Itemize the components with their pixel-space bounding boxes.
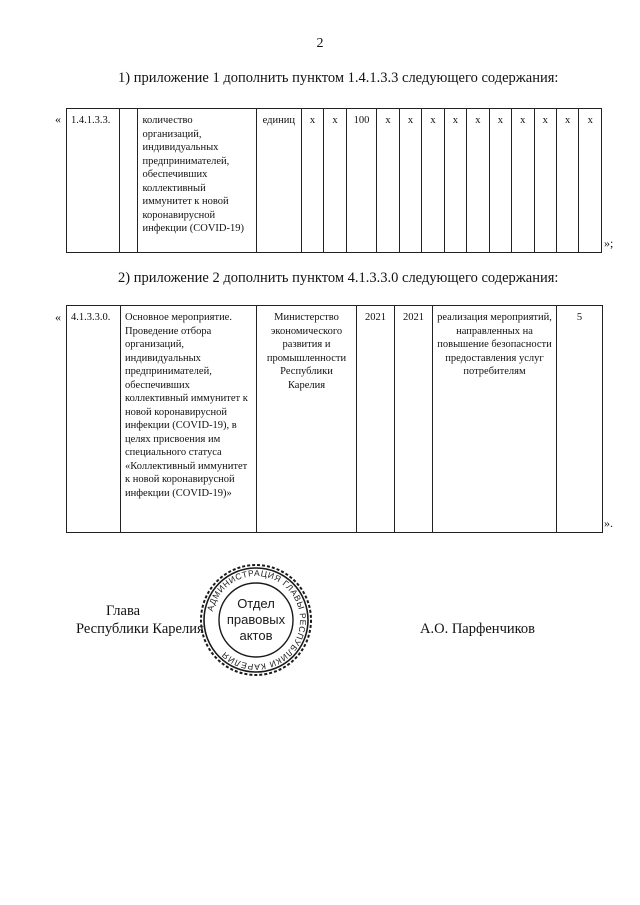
end-year-cell: 2021 — [395, 306, 433, 533]
executor-cell: Министерство экономического развития и промышленности Республики Карелия — [257, 306, 357, 533]
code-cell: 1.4.1.3.3. — [67, 109, 120, 253]
item1-heading: 1) приложение 1 дополнить пунктом 1.4.1.3.3 следующего содержания: — [118, 70, 559, 86]
table1-open-quote: « — [55, 112, 61, 126]
code-cell: 4.1.3.3.0. — [67, 306, 121, 533]
indicator-cell: 5 — [557, 306, 603, 533]
result-cell: реализация мероприятий, направленных на повышение безопасности предоставления услуг потребителям — [433, 306, 557, 533]
value-cell: х — [399, 109, 421, 253]
value-cell: х — [467, 109, 489, 253]
item2-heading: 2) приложение 2 дополнить пунктом 4.1.3.3.0 следующего содержания: — [118, 270, 559, 286]
value-cell: х — [579, 109, 602, 253]
table2 — [66, 305, 603, 533]
value-cell: х — [301, 109, 323, 253]
value-cell: 100 — [346, 109, 377, 253]
value-cell: х — [512, 109, 534, 253]
table2-open-quote: « — [55, 310, 61, 324]
seal-center-line3: актов — [239, 628, 273, 643]
start-year-cell: 2021 — [357, 306, 395, 533]
activity-cell: Основное мероприятие. Проведение отбора организаций, индивидуальных предпринимателей, обеспечивших коллективный иммунитет к новой коронавирусной инфекции (COVID-19), в целях присвоения им специального статуса «Коллективный иммунитет к новой коронавирусной инфекции (COVID-19)» — [121, 306, 257, 533]
value-cell: х — [422, 109, 444, 253]
page-number: 2 — [316, 36, 324, 51]
blank-cell — [120, 109, 138, 253]
seal-ring-text: АДМИНИСТРАЦИЯ ГЛАВЫ РЕСПУБЛИКИ КАРЕЛИЯ — [204, 567, 309, 673]
seal-center-line1: Отдел — [237, 596, 275, 611]
table-row — [67, 306, 603, 533]
signer-title-line1: Глава — [106, 603, 141, 619]
value-cell: х — [489, 109, 511, 253]
signer-title-line2: Республики Карелия — [76, 621, 204, 637]
value-cell: х — [444, 109, 466, 253]
table1 — [66, 108, 602, 253]
table1-close-quote: »; — [604, 236, 614, 250]
indicator-name-cell: количество организаций, индивидуальных предпринимателей, обеспечивших коллективный иммунитет к новой коронавирусной инфекции (COVID-19) — [138, 109, 256, 253]
unit-cell: единиц — [256, 109, 301, 253]
value-cell: х — [324, 109, 346, 253]
value-cell: х — [534, 109, 556, 253]
value-cell: х — [377, 109, 399, 253]
seal-center-line2: правовых — [226, 612, 286, 627]
value-cell: х — [556, 109, 578, 253]
signer-name: А.О. Парфенчиков — [420, 621, 536, 637]
table-row — [67, 109, 602, 253]
table2-close-quote: ». — [604, 516, 613, 530]
official-seal — [198, 562, 314, 678]
